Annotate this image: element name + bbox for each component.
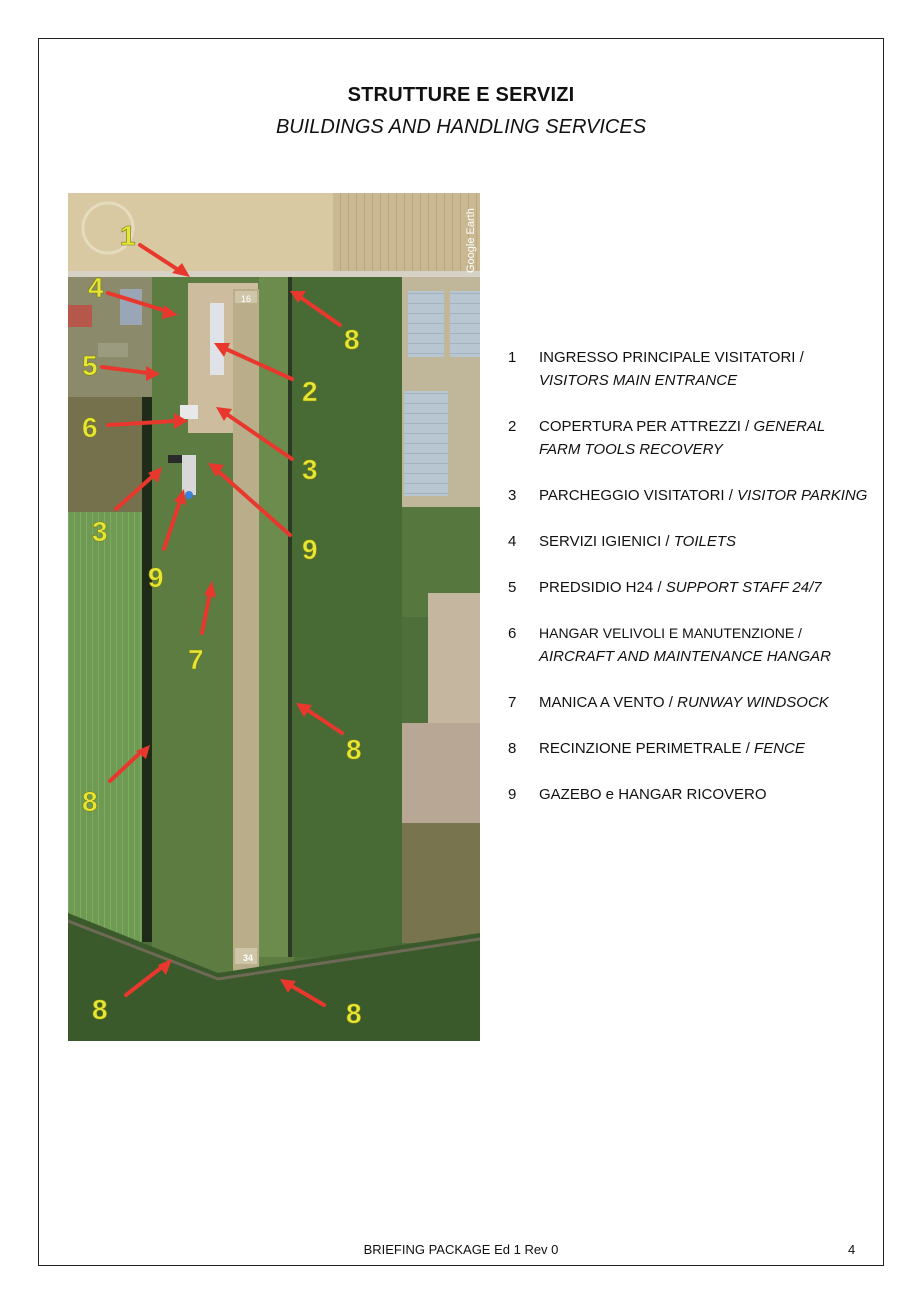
legend-item-2 — [508, 415, 868, 461]
legend-item-6 — [508, 622, 868, 668]
map-label-5: 5 — [82, 350, 98, 381]
map-label-4: 4 — [88, 272, 104, 303]
map-label-7: 7 — [188, 644, 204, 675]
page-subtitle: BUILDINGS AND HANDLING SERVICES — [275, 116, 647, 138]
legend-number: 9 — [508, 786, 517, 803]
legend-italian: PREDSIDIO H24 / — [539, 579, 662, 596]
map-label-3a: 3 — [302, 454, 318, 485]
legend-list — [508, 346, 868, 806]
legend-english: TOILETS — [673, 533, 737, 550]
map-label-6: 6 — [82, 412, 98, 443]
map-label-8c: 8 — [82, 786, 98, 817]
legend-number: 1 — [508, 349, 517, 366]
legend-italian: RECINZIONE PERIMETRALE / — [539, 740, 750, 757]
runway-threshold-34: 34 — [242, 953, 254, 963]
legend-english: VISITOR PARKING — [737, 487, 868, 504]
map-label-8d: 8 — [92, 994, 108, 1025]
legend-number: 2 — [508, 418, 517, 435]
map-label-8e: 8 — [346, 998, 362, 1029]
page-number: 4 — [848, 1242, 856, 1257]
legend-english: RUNWAY WINDSOCK — [677, 694, 829, 711]
footer-text: BRIEFING PACKAGE Ed 1 Rev 0 — [363, 1242, 559, 1257]
legend-english: SUPPORT STAFF 24/7 — [665, 579, 822, 596]
legend-italian: INGRESSO PRINCIPALE VISITATORI / — [539, 349, 804, 366]
legend-number: 6 — [508, 625, 517, 642]
legend-number: 5 — [508, 579, 517, 596]
legend-italian: COPERTURA PER ATTREZZI / — [539, 418, 750, 435]
legend-italian: MANICA A VENTO / — [539, 694, 673, 711]
legend-italian: PARCHEGGIO VISITATORI / — [539, 487, 733, 504]
legend-number: 8 — [508, 740, 517, 757]
map-label-9a: 9 — [302, 534, 318, 565]
legend-item-7 — [508, 691, 868, 714]
map-label-9b: 9 — [148, 562, 164, 593]
legend-item-8 — [508, 737, 868, 760]
map-label-2: 2 — [302, 376, 318, 407]
legend-english: AIRCRAFT AND MAINTENANCE HANGAR — [539, 648, 831, 665]
legend-english: VISITORS MAIN ENTRANCE — [539, 372, 738, 389]
legend-italian: SERVIZI IGIENICI / — [539, 533, 670, 550]
legend-english: FENCE — [754, 740, 805, 757]
legend-item-5 — [508, 576, 868, 599]
legend-item-4 — [508, 530, 868, 553]
runway-threshold-16: 16 — [240, 294, 252, 304]
google-earth-watermark: Google Earth — [465, 208, 477, 273]
aerial-map — [68, 193, 480, 1041]
legend-item-3 — [508, 484, 868, 507]
map-label-8a: 8 — [344, 324, 360, 355]
legend-italian: HANGAR VELIVOLI E MANUTENZIONE / — [539, 625, 802, 641]
map-label-8b: 8 — [346, 734, 362, 765]
map-label-3b: 3 — [92, 516, 108, 547]
page-title: STRUTTURE E SERVIZI — [347, 84, 575, 106]
legend-number: 3 — [508, 487, 517, 504]
legend-italian: GAZEBO e HANGAR RICOVERO — [539, 786, 767, 803]
legend-number: 7 — [508, 694, 517, 711]
map-label-1: 1 — [120, 220, 136, 251]
legend-english: GENERAL FARM TOOLS RECOVERY — [539, 418, 825, 458]
legend-item-1 — [508, 346, 868, 392]
legend-number: 4 — [508, 533, 517, 550]
legend-item-9 — [508, 783, 868, 806]
